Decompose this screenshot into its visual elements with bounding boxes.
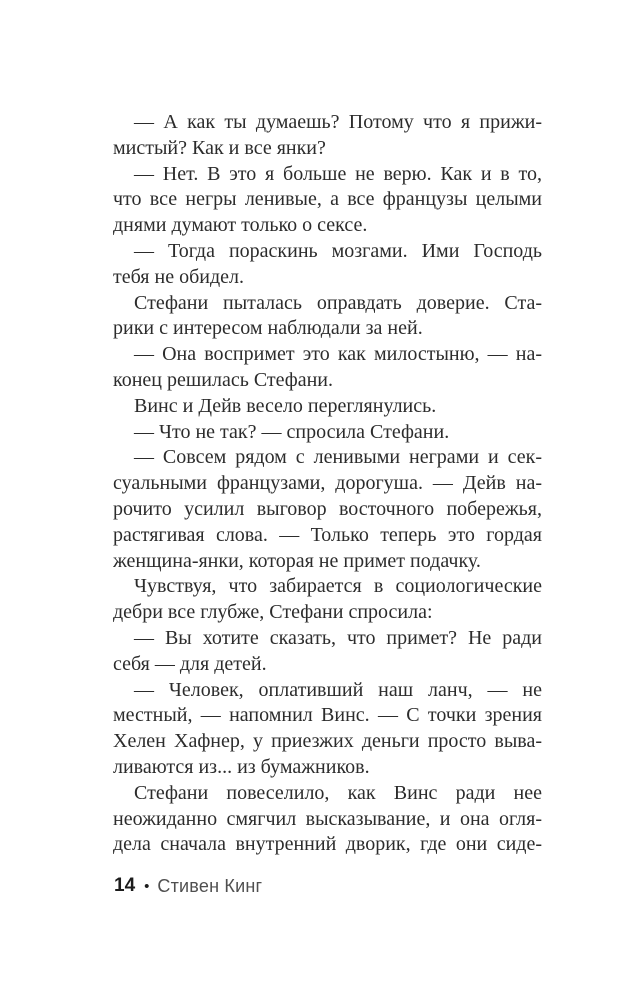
page-footer [114, 875, 262, 897]
text-line: Винс и Дейв весело переглянулись. [134, 394, 437, 417]
paragraph [113, 239, 542, 291]
text-line: ливаются из... из бумажников. [113, 755, 370, 778]
text-line: — Что не так? — спросила Стефани. [134, 420, 450, 443]
paragraph [113, 291, 542, 343]
text-line: днями думают только о сексе. [113, 214, 368, 237]
text-block [113, 110, 542, 858]
text-line: мистый? Как и все янки? [113, 136, 326, 159]
paragraph [113, 162, 542, 239]
paragraph [113, 110, 542, 162]
text-line: неожиданно смягчил высказывание, и она огля- [113, 807, 542, 830]
text-line: что все негры ленивые, а все французы целыми [113, 188, 542, 211]
paragraph [113, 420, 542, 446]
text-line: дела сначала внутренний дворик, где они сиде- [113, 833, 542, 856]
text-line: Хелен Хафнер, у приезжих деньги просто выва- [113, 730, 542, 753]
text-line: рочито усилил выговор восточного побережья, [113, 497, 542, 520]
paragraph [113, 781, 542, 858]
paragraph [113, 678, 542, 781]
text-line: — А как ты думаешь? Потому что я прижи- [134, 111, 542, 133]
running-title: Стивен Кинг [157, 875, 263, 896]
text-line: дебри все глубже, Стефани спросила: [113, 601, 433, 624]
text-line: тебя не обидел. [113, 265, 244, 288]
paragraph [113, 445, 542, 574]
text-line: растягивая слова. — Только теперь это гордая [113, 523, 542, 546]
page-number: 14 [114, 875, 136, 896]
text-line: — Человек, оплативший наш ланч, — не [134, 678, 542, 701]
text-line: — Совсем рядом с ленивыми неграми и сек- [134, 446, 542, 469]
text-line: себя — для детей. [113, 652, 267, 675]
footer-bullet-icon: • [144, 877, 150, 895]
text-line: — Вы хотите сказать, что примет? Не ради [134, 626, 542, 649]
paragraph [113, 394, 542, 420]
text-line: Стефани пыталась оправдать доверие. Ста- [134, 291, 542, 314]
paragraph [113, 574, 542, 626]
paragraph [113, 342, 542, 394]
text-line: — Нет. В это я больше не верю. Как и в то, [134, 162, 542, 185]
paragraph [113, 626, 542, 678]
text-line: рики с интересом наблюдали за ней. [113, 317, 423, 340]
text-line: суальными французами, дорогуша. — Дейв на- [113, 472, 542, 495]
text-line: — Тогда пораскинь мозгами. Ими Господь [134, 239, 542, 262]
text-line: женщина-янки, которая не примет подачку. [113, 549, 481, 572]
text-line: местный, — напомнил Винс. — С точки зрения [113, 704, 542, 727]
text-line: конец решилась Стефани. [113, 368, 333, 391]
text-line: Стефани повеселило, как Винс ради нее [134, 781, 542, 804]
text-line: — Она воспримет это как милостыню, — на- [134, 343, 542, 366]
text-line: Чувствуя, что забирается в социологические [134, 575, 542, 598]
